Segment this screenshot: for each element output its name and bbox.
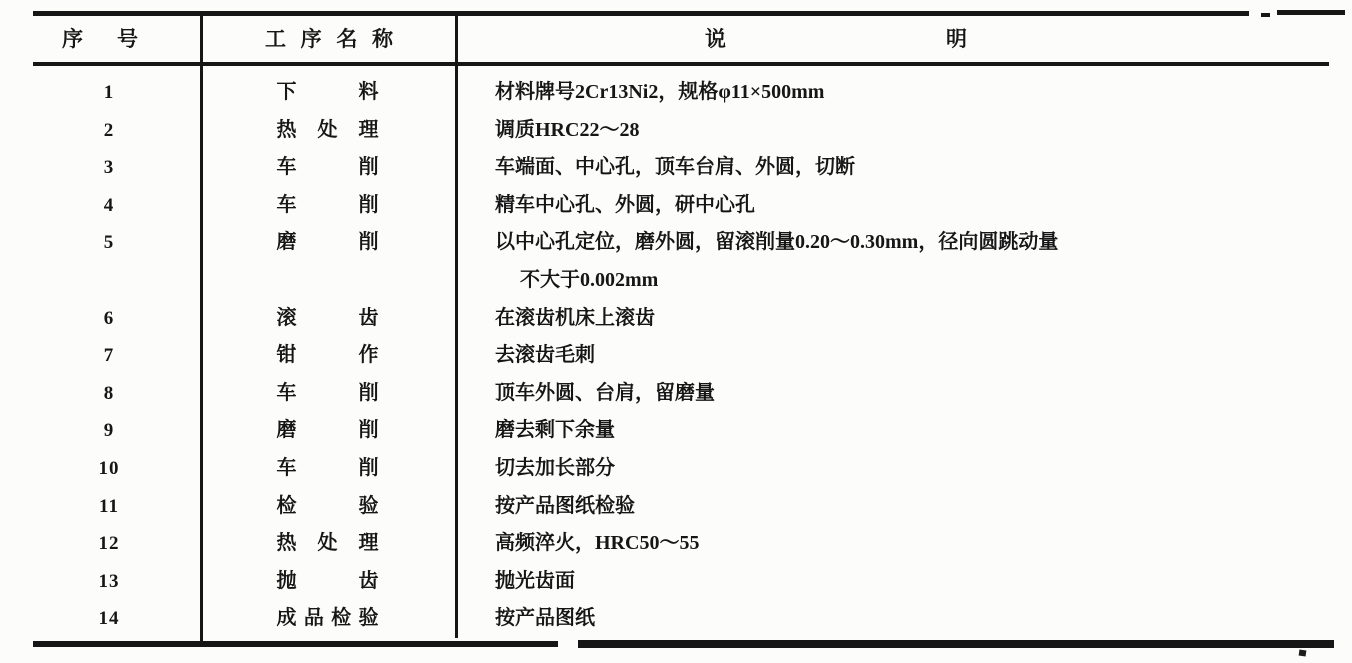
header-label-description: 说 明	[705, 26, 967, 51]
description-cell	[455, 488, 1352, 526]
row-number: 2	[103, 119, 115, 141]
description-line: 顶车外圆、台肩，留磨量	[495, 381, 715, 404]
description-line: 车端面、中心孔，顶车台肩、外圆，切断	[495, 156, 855, 179]
process-name: 钳 作	[276, 344, 379, 367]
description-line: 以中心孔定位，磨外圆，留滚削量0.20～0.30mm，径向圆跳动量	[495, 231, 1059, 254]
process-name: 磨 削	[276, 231, 379, 254]
table-row	[0, 450, 1352, 488]
process-name-cell	[200, 488, 455, 526]
description-line: 去滚齿毛刺	[495, 344, 595, 367]
process-name-cell	[200, 149, 455, 187]
process-name: 热 处 理	[276, 118, 379, 141]
header-cell-process	[203, 13, 455, 62]
process-name-cell	[200, 224, 455, 299]
description-cell	[455, 187, 1352, 225]
description-cell	[455, 563, 1352, 601]
row-number: 14	[98, 608, 120, 630]
table-header-rule	[33, 62, 1329, 66]
table-bottom-rule	[33, 641, 558, 647]
description-line: 精车中心孔、外圆，研中心孔	[495, 193, 755, 216]
process-name: 成品检验	[276, 607, 379, 630]
description-line: 不大于0.002mm	[520, 268, 659, 291]
table-row	[0, 74, 1352, 112]
description-cell	[455, 412, 1352, 450]
description-cell	[455, 74, 1352, 112]
row-number: 13	[98, 570, 120, 592]
row-number: 5	[103, 232, 115, 254]
description-line: 按产品图纸检验	[495, 494, 635, 517]
process-name-cell	[200, 300, 455, 338]
process-name: 抛 齿	[276, 569, 379, 592]
description-cell	[455, 375, 1352, 413]
process-name: 车 削	[276, 156, 379, 179]
header-cell-description	[458, 13, 1333, 62]
table-row	[0, 375, 1352, 413]
table-row	[0, 412, 1352, 450]
description-line: 调质HRC22～28	[495, 118, 640, 141]
description-line: 高频淬火，HRC50～55	[495, 532, 700, 555]
description-cell	[455, 300, 1352, 338]
process-name-cell	[200, 450, 455, 488]
description-cell	[455, 224, 1352, 299]
table-row	[0, 337, 1352, 375]
row-number: 12	[98, 533, 120, 555]
table-row	[0, 149, 1352, 187]
table-row	[0, 525, 1352, 563]
description-cell	[455, 600, 1352, 638]
table-row	[0, 563, 1352, 601]
header-cell-sequence	[33, 13, 200, 62]
process-name-cell	[200, 525, 455, 563]
process-name: 检 验	[276, 494, 379, 517]
process-name-cell	[200, 600, 455, 638]
process-name-cell	[200, 412, 455, 450]
description-line: 材料牌号2Cr13Ni2，规格φ11×500mm	[495, 81, 825, 103]
row-number: 8	[103, 382, 115, 404]
process-name: 下 料	[276, 81, 379, 103]
description-cell	[455, 525, 1352, 563]
description-line: 切去加长部分	[495, 456, 615, 479]
process-name: 热 处 理	[276, 532, 379, 555]
description-cell	[455, 112, 1352, 150]
process-name-cell	[200, 375, 455, 413]
description-line: 抛光齿面	[495, 569, 575, 592]
table-row	[0, 112, 1352, 150]
process-name: 磨 削	[276, 419, 379, 442]
process-name: 滚 齿	[276, 306, 379, 329]
table-row	[0, 224, 1352, 299]
process-name: 车 削	[276, 381, 379, 404]
table-row	[0, 488, 1352, 526]
description-cell	[455, 149, 1352, 187]
description-cell	[455, 450, 1352, 488]
row-number: 4	[103, 194, 115, 216]
process-name-cell	[200, 112, 455, 150]
row-number: 11	[99, 495, 119, 517]
table-bottom-rule	[578, 640, 1334, 648]
description-cell	[455, 337, 1352, 375]
process-name-cell	[200, 74, 455, 112]
table-row	[0, 600, 1352, 638]
process-name: 车 削	[276, 193, 379, 216]
row-number: 9	[103, 420, 115, 442]
table-body	[0, 67, 1352, 638]
process-name-cell	[200, 337, 455, 375]
row-number: 7	[103, 345, 115, 367]
process-name: 车 削	[276, 456, 379, 479]
process-name-cell	[200, 187, 455, 225]
row-number: 6	[103, 307, 115, 329]
description-line: 按产品图纸	[495, 607, 595, 630]
row-number: 3	[103, 157, 115, 179]
description-line: 磨去剩下余量	[495, 419, 615, 442]
table-row	[0, 187, 1352, 225]
header-label-sequence: 序 号	[62, 26, 138, 51]
scan-artifact-mark	[1299, 650, 1307, 657]
row-number: 10	[98, 457, 120, 479]
description-line: 在滚齿机床上滚齿	[495, 306, 655, 329]
process-name-cell	[200, 563, 455, 601]
table-header-row	[0, 13, 1352, 62]
table-row	[0, 300, 1352, 338]
header-label-process: 工 序 名 称	[265, 26, 393, 51]
row-number: 1	[103, 82, 115, 103]
